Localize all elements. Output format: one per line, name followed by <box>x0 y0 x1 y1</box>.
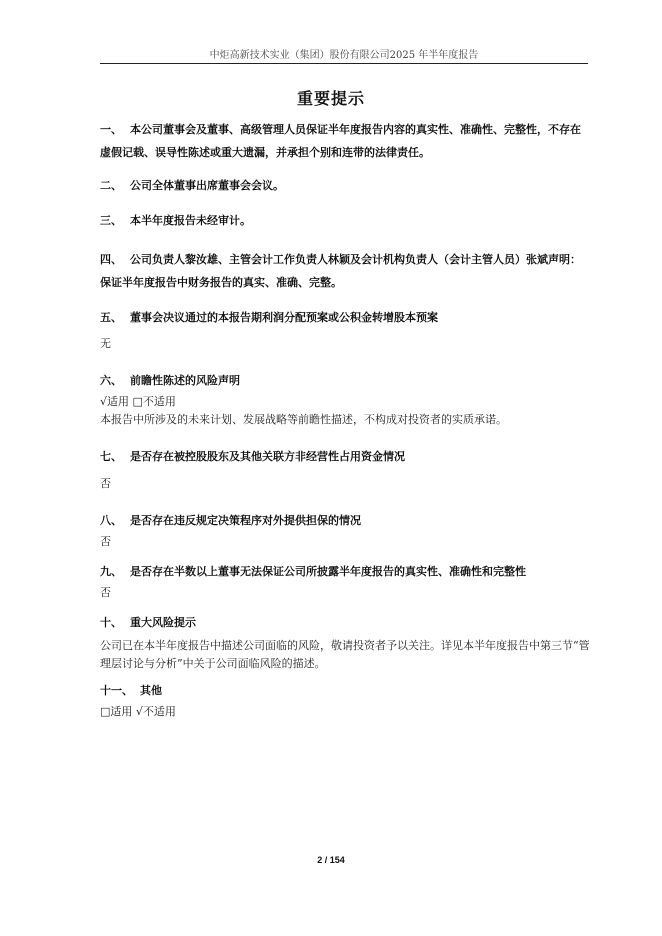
item-text: 董事会决议通过的本报告期利润分配预案或公积金转增股本预案 <box>130 311 438 324</box>
answer-nine: 否 <box>100 586 111 599</box>
item-text: 是否存在违反规定决策程序对外提供担保的情况 <box>130 514 361 527</box>
item-text: 本半年度报告未经审计。 <box>130 214 251 227</box>
item-number: 十、 <box>100 616 122 629</box>
item-number: 六、 <box>100 374 122 387</box>
notice-item-11 <box>100 680 590 702</box>
answer-seven: 否 <box>100 477 111 490</box>
notice-item-9 <box>100 561 590 583</box>
answer-ten-text: 公司已在本半年度报告中描述公司面临的风险，敬请投资者予以关注。详见本半年度报告中第三节“管理层讨论与分析”中关于公司面临风险的描述。 <box>100 639 590 670</box>
item-text: 前瞻性陈述的风险声明 <box>130 374 240 387</box>
item-text: 其他 <box>140 684 162 697</box>
page-number: 2 / 154 <box>317 855 345 865</box>
answer-six-options: √适用 □不适用 <box>100 395 176 408</box>
item-number: 三、 <box>100 214 122 227</box>
item-number: 十一、 <box>100 684 133 697</box>
item-number: 一、 <box>100 123 122 136</box>
answer-eight: 否 <box>100 535 111 548</box>
item-number: 九、 <box>100 565 122 578</box>
notice-item-6 <box>100 370 590 392</box>
answer-six-text: 本报告中所涉及的未来计划、发展战略等前瞻性描述，不构成对投资者的实质承诺。 <box>100 413 507 426</box>
header-divider <box>100 63 588 64</box>
item-number: 八、 <box>100 514 122 527</box>
notice-item-10 <box>100 612 590 634</box>
answer-five: 无 <box>100 337 111 350</box>
notice-item-7 <box>100 446 590 468</box>
page-title: 重要提示 <box>296 89 365 108</box>
notice-item-3 <box>100 210 590 232</box>
page-header: 中炬高新技术实业（集团）股份有限公司2025 年半年度报告 <box>209 50 479 61</box>
item-text: 公司全体董事出席董事会会议。 <box>130 179 284 192</box>
notice-item-5 <box>100 307 590 329</box>
notice-item-1 <box>100 118 590 164</box>
answer-eleven-options: □适用 √不适用 <box>100 705 176 718</box>
item-number: 七、 <box>100 450 122 463</box>
item-number: 二、 <box>100 179 122 192</box>
item-number: 四、 <box>100 253 122 266</box>
item-number: 五、 <box>100 311 122 324</box>
notice-item-2 <box>100 175 590 197</box>
item-text: 是否存在半数以上董事无法保证公司所披露半年度报告的真实性、准确性和完整性 <box>130 565 526 578</box>
notice-item-8 <box>100 510 590 532</box>
item-text: 本公司董事会及董事、高级管理人员保证半年度报告内容的真实性、准确性、完整性，不存在虚假记载、误导性陈述或重大遗漏，并承担个别和连带的法律责任。 <box>100 123 581 159</box>
item-text: 公司负责人黎汝雄、主管会计工作负责人林颖及会计机构负责人（会计主管人员）张斌声明：保证半年度报告中财务报告的真实、准确、完整。 <box>100 253 581 289</box>
item-text: 重大风险提示 <box>130 616 196 629</box>
item-text: 是否存在被控股股东及其他关联方非经营性占用资金情况 <box>130 450 405 463</box>
notice-item-4 <box>100 248 590 294</box>
